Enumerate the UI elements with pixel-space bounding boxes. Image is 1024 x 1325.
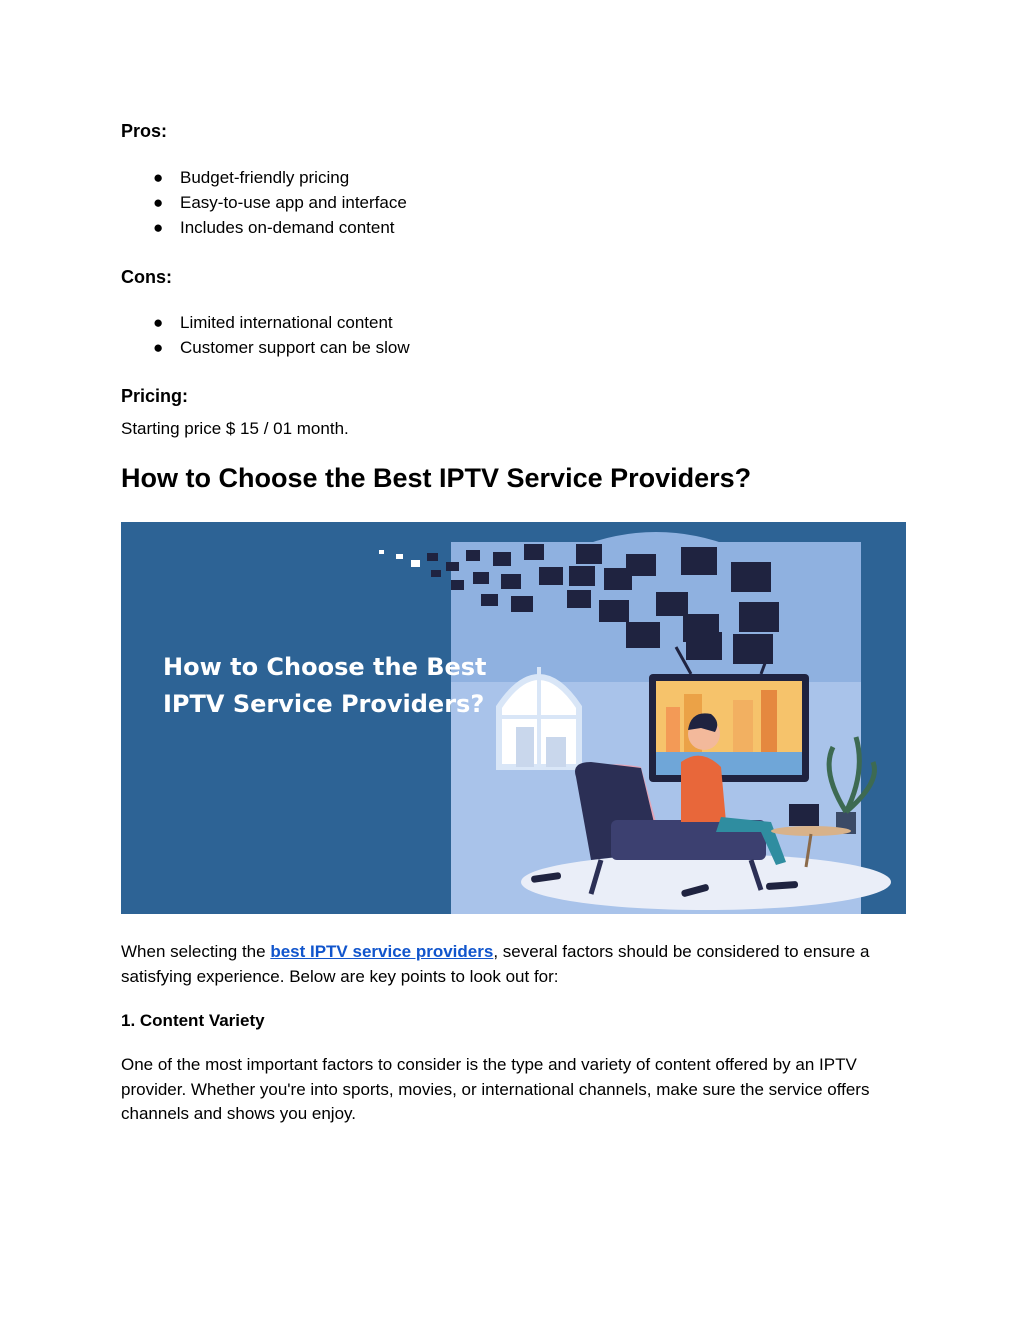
list-item: ● Limited international content (121, 310, 410, 335)
bullet-icon: ● (153, 193, 164, 212)
hero-title-line2: IPTV Service Providers? (163, 690, 485, 718)
pros-list (121, 165, 407, 240)
bullet-icon: ● (153, 168, 164, 187)
cons-list (121, 310, 410, 360)
laptop (789, 804, 819, 826)
list-item: ● Customer support can be slow (121, 335, 410, 360)
pricing-text: Starting price $ 15 / 01 month. (121, 419, 349, 438)
list-item: ● Includes on-demand content (121, 215, 407, 240)
bullet-icon: ● (153, 218, 164, 237)
factor-text: One of the most important factors to consider is the type and variety of content offered by an IPTV provider. Whether you're into sports, movies, or international channels, make sure the service offers channels and shows you enjoy. (121, 1055, 870, 1123)
hero-illustration (121, 522, 906, 914)
pros-heading: Pros: (121, 121, 168, 141)
factor-title: 1. Content Variety (121, 1011, 265, 1030)
list-item: ● Easy-to-use app and interface (121, 190, 407, 215)
list-item: ● Budget-friendly pricing (121, 165, 407, 190)
rug (521, 854, 891, 910)
hero-image (121, 522, 906, 914)
pricing-heading: Pricing: (121, 386, 189, 406)
intro-paragraph: When selecting the best IPTV service providers, several factors should be considered to ensure a satisfying experience. Below are key points to look out for: (121, 942, 870, 986)
best-iptv-link[interactable]: best IPTV service providers (270, 942, 494, 961)
person-shirt (681, 756, 726, 822)
cons-heading: Cons: (121, 267, 172, 287)
hero-title-line1: How to Choose the Best (163, 653, 487, 681)
bullet-icon: ● (153, 313, 164, 332)
section-title: How to Choose the Best IPTV Service Providers? (121, 463, 752, 493)
bullet-icon: ● (153, 338, 164, 357)
